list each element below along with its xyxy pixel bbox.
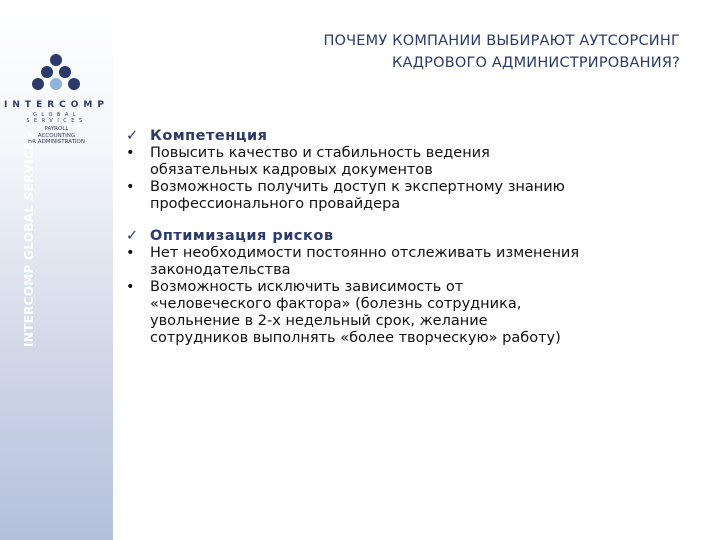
- bullet-item: [126, 245, 686, 279]
- slide-title: [160, 30, 680, 74]
- bullet-line: увольнение в 2-х недельный срок, желание: [150, 313, 488, 329]
- brand-sub: GLOBAL SERVICES: [26, 112, 87, 124]
- bullet-item: [126, 145, 686, 179]
- check-icon: ✓: [126, 228, 139, 244]
- bullet-icon: •: [126, 145, 135, 161]
- section-heading: Оптимизация рисков: [150, 228, 334, 244]
- bullet-line: Повысить качество и стабильность ведения: [150, 145, 490, 161]
- vertical-brand-text: INTERCOMP GLOBAL SERVICES: [22, 132, 36, 347]
- section-competence: [126, 128, 686, 213]
- bullet-icon: •: [126, 179, 135, 195]
- bullet-line: обязательных кадровых документов: [150, 162, 433, 178]
- service-line: ACCOUNTING: [37, 132, 76, 139]
- brand-name: INTERCOMP: [4, 100, 109, 110]
- bullet-item: [126, 179, 686, 213]
- title-line: ПОЧЕМУ КОМПАНИИ ВЫБИРАЮТ АУТСОРСИНГ: [323, 33, 680, 49]
- bullet-icon: •: [126, 245, 135, 261]
- service-line: HR ADMINISTRATION: [27, 139, 86, 145]
- brand-services: [0, 126, 113, 146]
- bullet-line: Возможность получить доступ к экспертному знанию: [150, 179, 565, 195]
- section-heading-item: [126, 228, 686, 245]
- service-line: PAYROLL: [44, 126, 69, 132]
- bullet-line: Нет необходимости постоянно отслеживать изменения: [150, 245, 580, 261]
- title-line: КАДРОВОГО АДМИНИСТРИРОВАНИЯ?: [392, 55, 680, 71]
- logo-dots-icon: [0, 0, 113, 100]
- section-heading-item: [126, 128, 686, 145]
- bullet-item: [126, 279, 686, 347]
- slide-content: [126, 128, 686, 362]
- bullet-line: законодательства: [150, 262, 291, 278]
- check-icon: ✓: [126, 128, 139, 144]
- bullet-line: Возможность исключить зависимость от: [150, 279, 464, 295]
- sidebar-panel: [0, 0, 113, 540]
- section-heading: Компетенция: [150, 128, 268, 144]
- bullet-line: профессионального провайдера: [150, 196, 401, 212]
- bullet-icon: •: [126, 279, 135, 295]
- section-risk: [126, 228, 686, 347]
- bullet-line: «человеческого фактора» (болезнь сотрудника,: [150, 296, 522, 312]
- bullet-line: сотрудников выполнять «более творческую» работу): [150, 330, 561, 346]
